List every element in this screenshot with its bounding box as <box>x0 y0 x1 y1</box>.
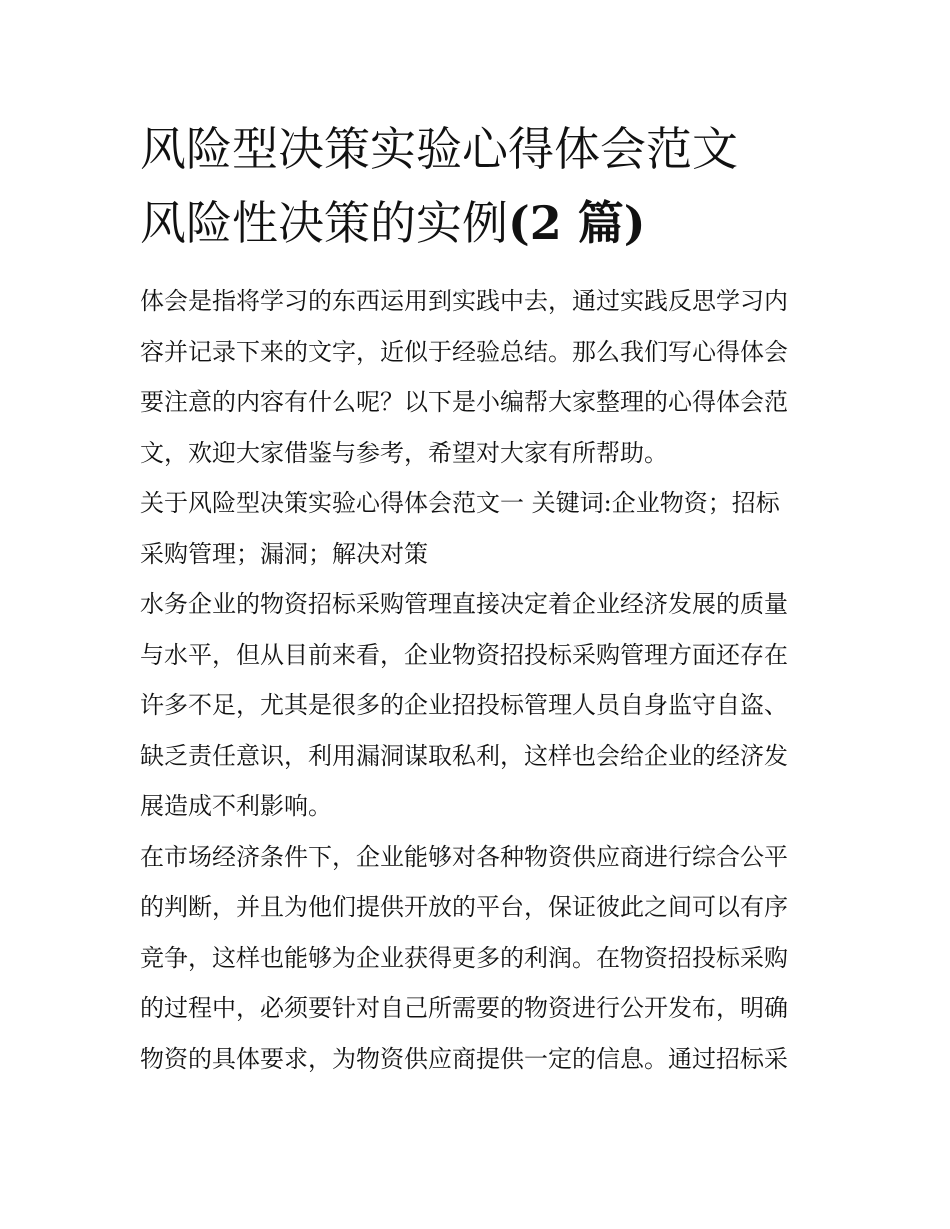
title-line-2-suffix: (2 篇) <box>508 196 646 250</box>
paragraph-line: 的过程中，必须要针对自己所需要的物资进行公开发布，明确 <box>140 994 788 1022</box>
paragraph-line: 采购管理；漏洞；解决对策 <box>140 539 428 568</box>
paragraph-line: 容并记录下来的文字，近似于经验总结。那么我们写心得体会 <box>140 337 788 366</box>
document-title <box>140 112 812 260</box>
paragraph-line: 物资的具体要求，为物资供应商提供一定的信息。通过招标采 <box>140 1044 788 1073</box>
paragraph-line: 缺乏责任意识，利用漏洞谋取私利，这样也会给企业的经济发 <box>140 741 788 770</box>
paragraph-line: 的判断，并且为他们提供开放的平台，保证彼此之间可以有序 <box>140 893 788 921</box>
paragraph-line: 要注意的内容有什么呢？以下是小编帮大家整理的心得体会范 <box>140 388 788 416</box>
paragraph-line: 文，欢迎大家借鉴与参考，希望对大家有所帮助。 <box>140 438 668 467</box>
paragraph-line: 与水平，但从目前来看，企业物资招投标采购管理方面还存在 <box>140 640 788 669</box>
title-line-2 <box>140 186 812 260</box>
paragraph-line: 水务企业的物资招标采购管理直接决定着企业经济发展的质量 <box>140 590 788 618</box>
body-paragraph <box>140 832 812 1085</box>
paragraph-line: 体会是指将学习的东西运用到实践中去，通过实践反思学习内 <box>140 287 788 315</box>
body-paragraph <box>140 579 812 832</box>
paragraph-line: 关于风险型决策实验心得体会范文一 关键词:企业物资；招标 <box>140 489 780 517</box>
keywords-paragraph <box>140 478 812 579</box>
title-line-1: 风险型决策实验心得体会范文 <box>140 122 738 176</box>
paragraph-line: 在市场经济条件下，企业能够对各种物资供应商进行综合公平 <box>140 842 788 871</box>
paragraph-line: 许多不足，尤其是很多的企业招投标管理人员自身监守自盗、 <box>140 691 788 719</box>
paragraph-line: 竞争，这样也能够为企业获得更多的利润。在物资招投标采购 <box>140 943 788 972</box>
title-line-2-prefix: 风险性决策的实例 <box>140 196 508 250</box>
document-page <box>140 112 812 1084</box>
paragraph-line: 展造成不利影响。 <box>140 792 332 820</box>
intro-paragraph <box>140 276 812 478</box>
